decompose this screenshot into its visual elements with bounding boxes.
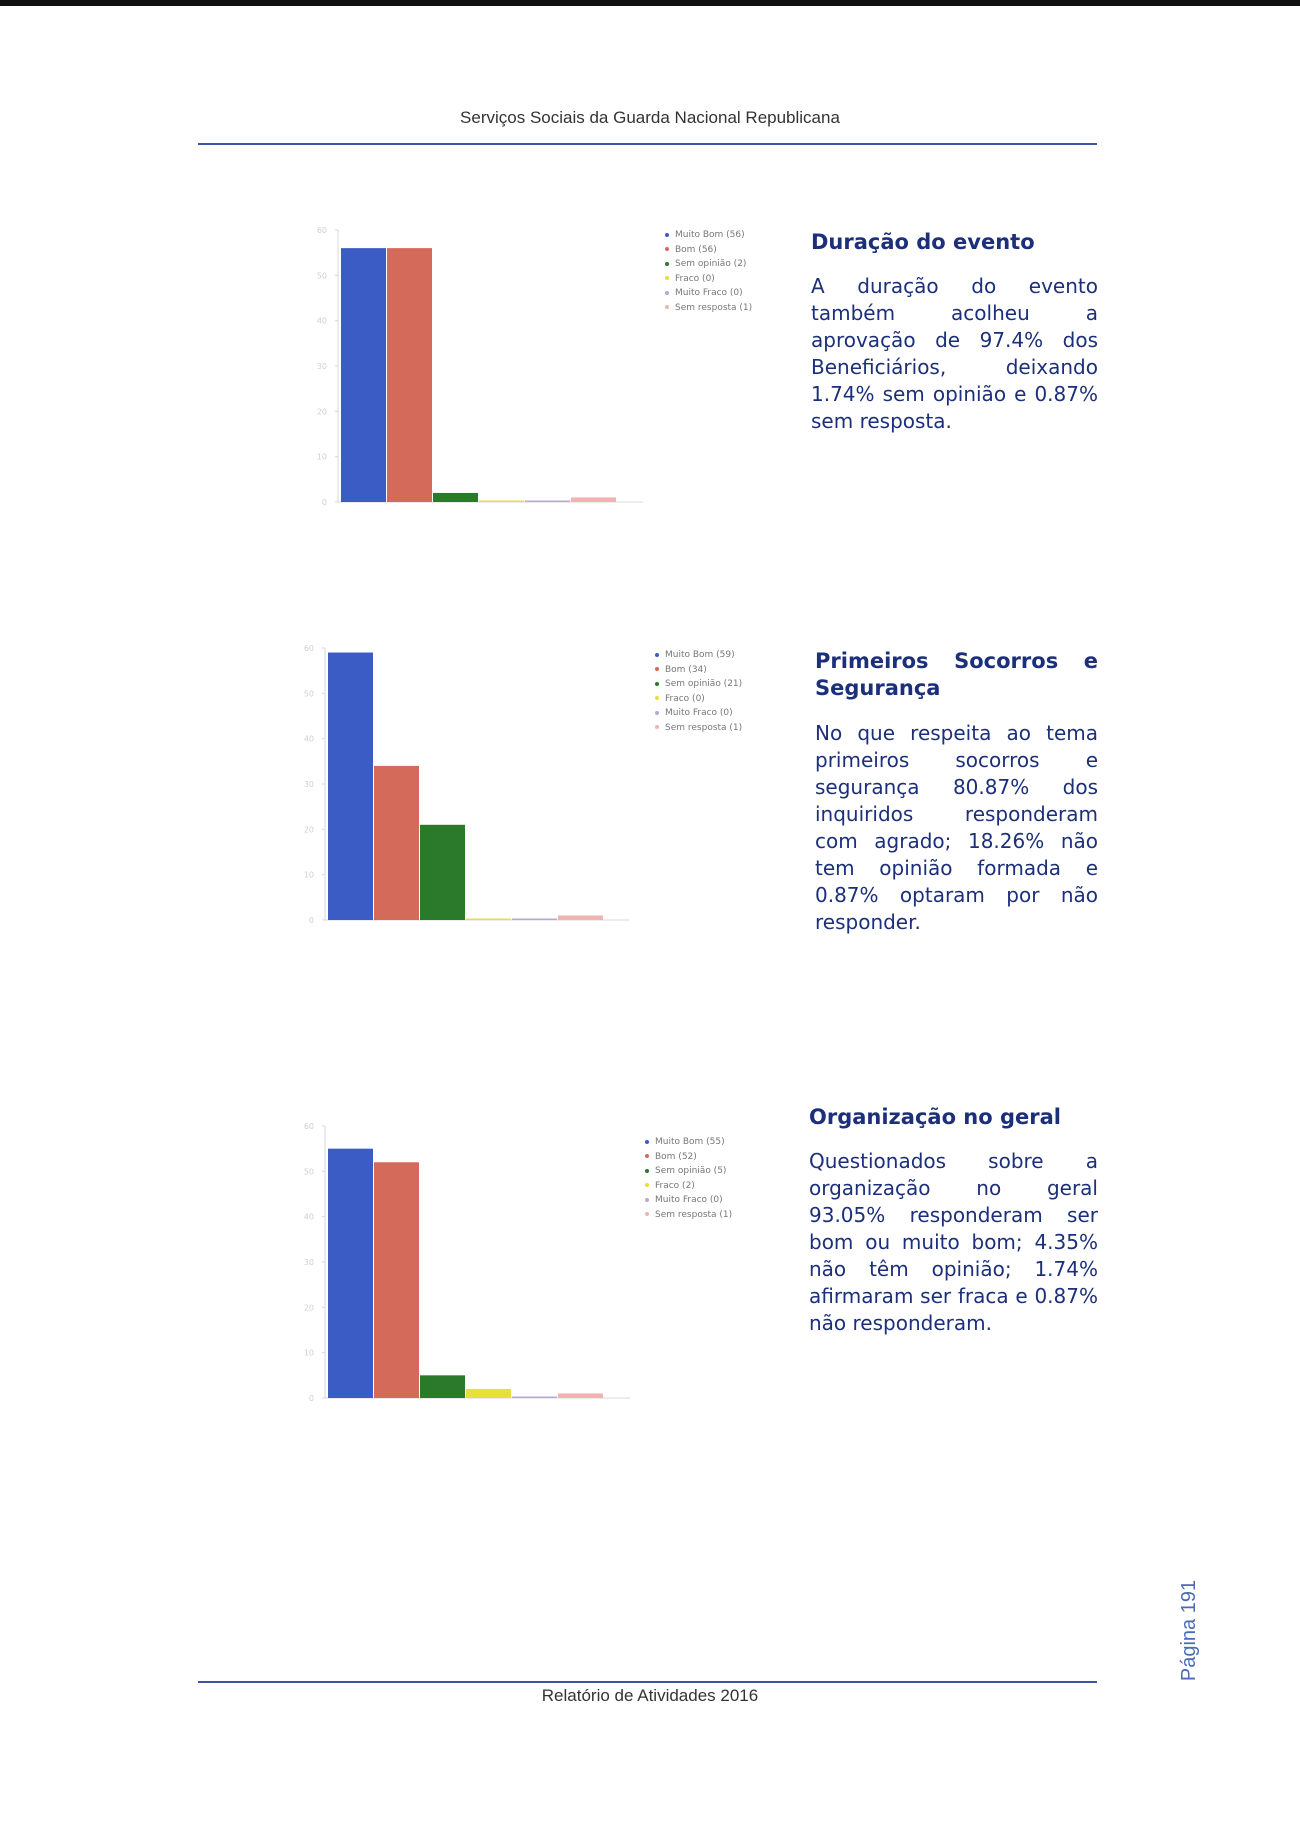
legend-swatch-icon (645, 1169, 649, 1173)
bar-muito-fraco (512, 919, 557, 921)
legend-primeiros-socorros (655, 648, 742, 735)
y-tick-label: 20 (316, 407, 327, 417)
legend-swatch-icon (665, 262, 669, 266)
y-tick-label: 10 (316, 452, 327, 462)
legend-swatch-icon (665, 305, 669, 309)
bar-muito-fraco (525, 501, 570, 503)
y-tick-label: 20 (303, 1303, 314, 1313)
page-footer: Relatório de Atividades 2016 (541, 1686, 759, 1705)
legend-item: Muito Bom (55) (645, 1135, 732, 1150)
legend-swatch-icon (655, 711, 659, 715)
section-title: Duração do evento (811, 230, 1035, 254)
y-tick-label: 50 (303, 689, 314, 699)
legend-item: Muito Fraco (0) (655, 706, 742, 721)
legend-item: Sem resposta (1) (655, 721, 742, 736)
section-title: Organização no geral (809, 1105, 1061, 1129)
legend-item: Sem opinião (5) (645, 1164, 732, 1179)
chart-primeiros-socorros (283, 640, 643, 925)
section-title: Primeiros Socorros e Segurança (815, 649, 1098, 700)
legend-swatch-icon (645, 1198, 649, 1202)
legend-swatch-icon (645, 1183, 649, 1187)
legend-item: Bom (56) (665, 243, 752, 258)
bar-sem-resposta (558, 915, 603, 920)
top-border (0, 0, 1300, 6)
y-tick-label: 40 (316, 316, 327, 326)
y-tick-label: 0 (308, 1394, 314, 1403)
y-tick-label: 30 (303, 1258, 314, 1267)
y-tick-label: 0 (308, 916, 314, 925)
y-tick-label: 30 (316, 362, 327, 371)
y-tick-label: 60 (316, 226, 327, 235)
legend-item: Fraco (2) (645, 1179, 732, 1194)
page-number-label: Página 191 (1178, 1579, 1201, 1681)
legend-swatch-icon (645, 1154, 649, 1158)
legend-swatch-icon (645, 1140, 649, 1144)
legend-item: Muito Bom (56) (665, 228, 752, 243)
y-tick-label: 10 (303, 1348, 314, 1358)
y-tick-label: 50 (316, 271, 327, 281)
bar-muito-bom (341, 248, 386, 502)
legend-item: Fraco (0) (655, 692, 742, 707)
section-body: A duração do evento também acolheu a aprovação de 97.4% dos Beneficiários, deixando 1.74% sem opinião e 0.87% sem resposta. (811, 274, 1098, 433)
y-tick-label: 60 (303, 644, 314, 653)
bar-sem-opinião (433, 493, 478, 502)
legend-swatch-icon (665, 276, 669, 280)
chart-duracao-evento (296, 222, 656, 507)
page-header: Serviços Sociais da Guarda Nacional Republicana (460, 108, 840, 127)
page-number (1170, 1555, 1210, 1705)
y-tick-label: 0 (321, 498, 327, 507)
bar-sem-resposta (558, 1393, 603, 1398)
y-tick-label: 50 (303, 1167, 314, 1177)
bar-bom (374, 766, 419, 920)
bar-sem-opinião (420, 825, 465, 920)
section-body: Questionados sobre a organização no geral 93.05% responderam ser bom ou muito bom; 4.35% não têm opinião; 1.74% afirmaram ser fraca e 0.87% não responderam. (809, 1149, 1098, 1335)
bar-muito-fraco (512, 1397, 557, 1399)
y-tick-label: 60 (303, 1122, 314, 1131)
legend-item: Fraco (0) (665, 272, 752, 287)
legend-item: Sem resposta (1) (645, 1208, 732, 1223)
header-rule (198, 143, 1097, 145)
legend-item: Sem opinião (2) (665, 257, 752, 272)
bar-bom (387, 248, 432, 502)
bar-muito-bom (328, 653, 373, 920)
bar-sem-resposta (571, 497, 616, 502)
y-tick-label: 30 (303, 780, 314, 789)
legend-item: Muito Fraco (0) (665, 286, 752, 301)
y-tick-label: 40 (303, 1212, 314, 1222)
legend-swatch-icon (645, 1212, 649, 1216)
y-tick-label: 20 (303, 825, 314, 835)
bar-fraco (479, 501, 524, 503)
bar-bom (374, 1162, 419, 1398)
legend-item: Muito Fraco (0) (645, 1193, 732, 1208)
legend-swatch-icon (665, 233, 669, 237)
legend-swatch-icon (655, 667, 659, 671)
bar-fraco (466, 1389, 511, 1398)
bar-sem-opinião (420, 1375, 465, 1398)
legend-duracao-evento (665, 228, 752, 315)
y-tick-label: 40 (303, 734, 314, 744)
legend-swatch-icon (655, 696, 659, 700)
legend-swatch-icon (655, 653, 659, 657)
y-tick-label: 10 (303, 870, 314, 880)
section-body: No que respeita ao tema primeiros socorros e segurança 80.87% dos inquiridos responderam com agrado; 18.26% não tem opinião formada e 0.87% optaram por não responder. (815, 721, 1098, 934)
legend-swatch-icon (665, 247, 669, 251)
legend-item: Sem resposta (1) (665, 301, 752, 316)
legend-swatch-icon (655, 682, 659, 686)
legend-item: Bom (34) (655, 663, 742, 678)
bar-muito-bom (328, 1149, 373, 1398)
legend-item: Sem opinião (21) (655, 677, 742, 692)
legend-swatch-icon (655, 725, 659, 729)
footer-rule (198, 1681, 1097, 1683)
chart-organizacao-geral (283, 1118, 643, 1403)
bar-fraco (466, 919, 511, 921)
legend-organizacao-geral (645, 1135, 732, 1222)
legend-swatch-icon (665, 291, 669, 295)
legend-item: Bom (52) (645, 1150, 732, 1165)
legend-item: Muito Bom (59) (655, 648, 742, 663)
